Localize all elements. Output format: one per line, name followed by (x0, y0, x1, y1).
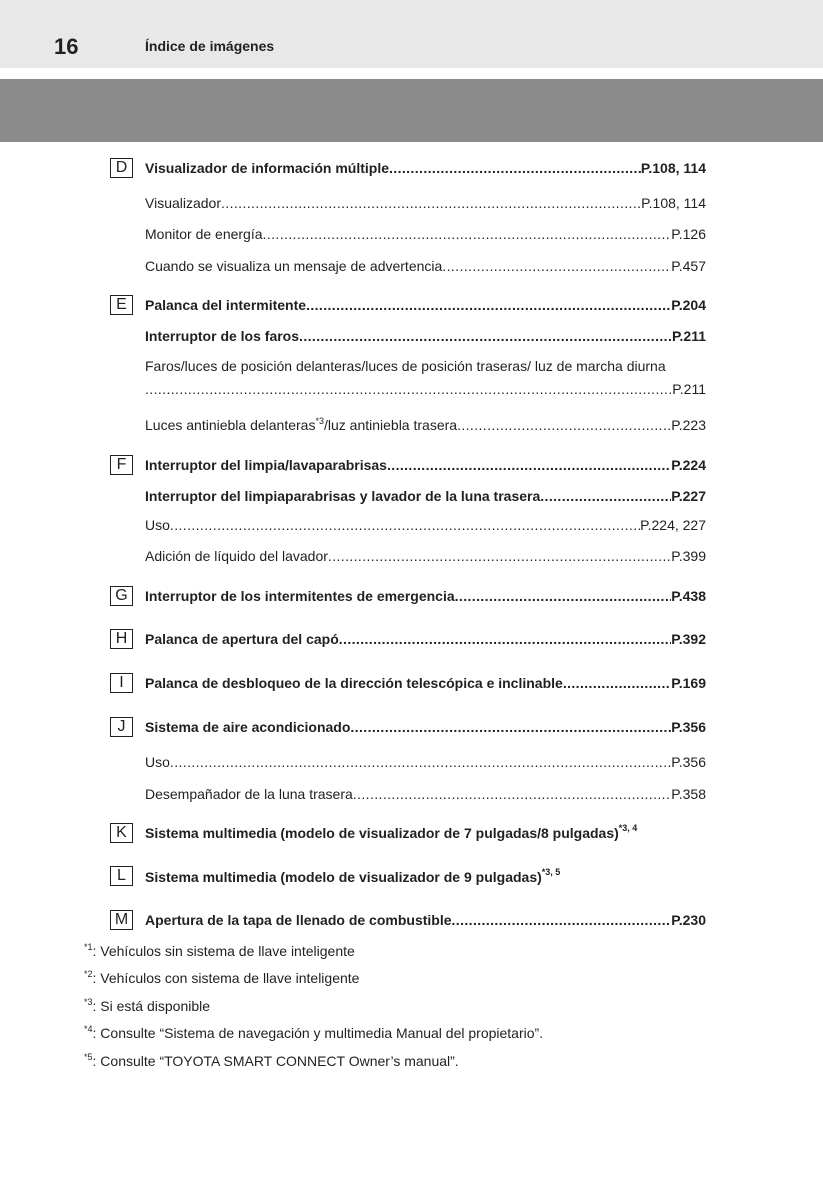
index-entry[interactable] (145, 487, 706, 505)
entry-label: Interruptor del limpiaparabrisas y lavador de la luna trasera (145, 488, 541, 504)
index-entry[interactable] (145, 159, 706, 177)
footnote-text: : Vehículos sin sistema de llave inteligente (92, 943, 355, 959)
index-entry[interactable] (145, 587, 706, 605)
entry-label: Cuando se visualiza un mensaje de advertencia (145, 258, 443, 274)
entry-label: Palanca del intermitente (145, 297, 307, 313)
entry-label: Visualizador (145, 195, 222, 211)
leader-dots (170, 753, 671, 771)
section-letter-i: I (110, 673, 133, 693)
chapter-title: Índice de imágenes (145, 38, 275, 54)
footnote-mark: *2 (84, 969, 93, 979)
footnote-ref: *3, 5 (541, 867, 561, 877)
entry-page: P.438 (671, 588, 706, 604)
entry-page: P.356 (671, 719, 706, 735)
entry-label: Monitor de energía (145, 226, 263, 242)
entry-label: Uso (145, 517, 170, 533)
index-entry[interactable] (145, 911, 706, 929)
footnote (84, 942, 355, 960)
index-entry[interactable] (145, 674, 706, 692)
footnote (84, 1024, 543, 1042)
leader-dots (328, 547, 671, 565)
entry-label: Luces antiniebla delanteras$^{*3}$/luz antiniebla trasera (145, 416, 458, 433)
index-entry-label-long[interactable]: Faros/luces de posición delanteras/luces de posición traseras/ luz de marcha diurna (145, 358, 666, 374)
index-entry[interactable] (145, 225, 706, 243)
leader-dots (563, 674, 671, 692)
entry-label: Adición de líquido del lavador (145, 548, 328, 564)
section-letter-j: J (110, 717, 133, 737)
entry-page: P.457 (671, 258, 706, 274)
footnote-ref: *3 (315, 416, 324, 426)
index-entry[interactable] (145, 416, 706, 434)
section-letter-g: G (110, 586, 133, 606)
section-letter-m: M (110, 910, 133, 930)
leader-dots (339, 630, 671, 648)
index-entry[interactable] (145, 547, 706, 565)
footnote (84, 1052, 459, 1070)
entry-page: P.223 (671, 417, 706, 433)
section-letter-h: H (110, 629, 133, 649)
section-letter-e: E (110, 295, 133, 315)
leader-dots (306, 296, 671, 314)
index-entry[interactable] (145, 868, 560, 886)
entry-page: P.169 (671, 675, 706, 691)
leader-dots (389, 159, 641, 177)
leader-dots (145, 380, 672, 398)
index-entry[interactable] (145, 630, 706, 648)
footnote (84, 969, 359, 987)
index-entry[interactable] (145, 718, 706, 736)
entry-label: Interruptor del limpia/lavaparabrisas (145, 457, 387, 473)
entry-page: P.358 (671, 786, 706, 802)
entry-page: P.211 (671, 328, 706, 344)
entry-label: Interruptor de los faros (145, 328, 300, 344)
section-letter-k: K (110, 823, 133, 843)
entry-page: P.230 (671, 912, 706, 928)
entry-page: P.211 (672, 381, 706, 397)
entry-label: Uso (145, 754, 170, 770)
leader-dots (540, 487, 671, 505)
leader-dots (299, 327, 672, 345)
entry-page: P.227 (671, 488, 706, 504)
entry-label: Desempañador de la luna trasera (145, 786, 353, 802)
entry-page: P.356 (671, 754, 706, 770)
index-entry[interactable] (145, 516, 706, 534)
leader-dots (221, 194, 641, 212)
entry-page: P.126 (671, 226, 706, 242)
index-entry-continuation (145, 380, 706, 398)
entry-page: P.392 (671, 631, 706, 647)
leader-dots (387, 456, 671, 474)
index-entry[interactable] (145, 327, 706, 345)
entry-label: Interruptor de los intermitentes de emergencia (145, 588, 455, 604)
footnote-mark: *4 (84, 1024, 93, 1034)
entry-label: Sistema multimedia (modelo de visualizador de 7 pulgadas/8 pulgadas) (145, 825, 619, 841)
index-entry[interactable] (145, 194, 706, 212)
index-entry[interactable] (145, 296, 706, 314)
entry-label: Palanca de desbloqueo de la dirección telescópica e inclinable (145, 675, 563, 691)
leader-dots (457, 416, 671, 434)
footnote-text: : Consulte “Sistema de navegación y multimedia Manual del propietario”. (92, 1025, 544, 1041)
index-entry[interactable] (145, 785, 706, 803)
entry-label: Palanca de apertura del capó (145, 631, 339, 647)
leader-dots (452, 911, 672, 929)
entry-label: Sistema multimedia (modelo de visualizador de 9 pulgadas) (145, 869, 542, 885)
leader-dots (170, 516, 640, 534)
leader-dots (455, 587, 672, 605)
page-number: 16 (54, 34, 79, 59)
section-letter-f: F (110, 455, 133, 475)
footnote-text: : Si está disponible (92, 998, 211, 1014)
entry-page: P.224, 227 (640, 517, 706, 533)
entry-label: Apertura de la tapa de llenado de combustible (145, 912, 452, 928)
index-entry[interactable] (145, 257, 706, 275)
entry-page: P.399 (671, 548, 706, 564)
leader-dots (353, 785, 671, 803)
entry-page: P.108, 114 (640, 160, 706, 176)
index-entry[interactable] (145, 753, 706, 771)
footnote-ref: *3, 4 (618, 823, 638, 833)
section-letter-l: L (110, 866, 133, 886)
index-entry[interactable] (145, 824, 637, 842)
leader-dots (263, 225, 672, 243)
footnote-mark: *5 (84, 1052, 93, 1062)
entry-page: P.224 (671, 457, 706, 473)
leader-dots (350, 718, 671, 736)
footnote-mark: *1 (84, 942, 93, 952)
entry-label: Visualizador de información múltiple (145, 160, 390, 176)
page-header (0, 0, 823, 68)
footnote-text: : Consulte “TOYOTA SMART CONNECT Owner’s manual”. (92, 1053, 459, 1069)
index-entry[interactable] (145, 456, 706, 474)
footnote (84, 997, 210, 1015)
footnote-mark: *3 (84, 997, 93, 1007)
entry-page: P.108, 114 (641, 195, 706, 211)
section-letter-d: D (110, 158, 133, 178)
section-banner (0, 79, 823, 142)
entry-page: P.204 (671, 297, 706, 313)
footnote-text: : Vehículos con sistema de llave inteligente (92, 970, 360, 986)
leader-dots (442, 257, 671, 275)
entry-label: Sistema de aire acondicionado (145, 719, 351, 735)
